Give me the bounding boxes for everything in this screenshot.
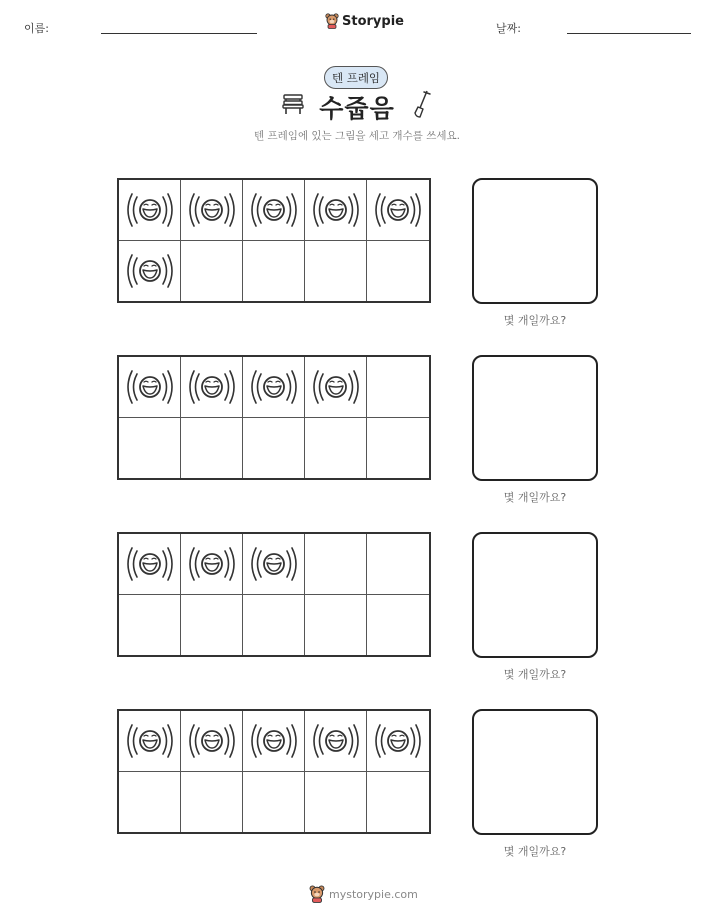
answer-prompt-4: 몇 개일까요?	[503, 845, 567, 858]
frame-cell	[181, 772, 243, 833]
frame-cell	[119, 241, 181, 302]
shy-face-icon	[127, 191, 173, 229]
frame-cell	[367, 772, 429, 833]
answer-box-3[interactable]	[472, 532, 598, 658]
frame-cell	[181, 711, 243, 772]
answer-prompt-3: 몇 개일까요?	[503, 668, 567, 681]
shy-face-icon	[251, 368, 297, 406]
shy-face-icon	[313, 722, 359, 760]
frame-cell	[305, 241, 367, 302]
shy-face-icon	[251, 191, 297, 229]
brand-name: Storypie	[342, 13, 404, 29]
date-label: 날짜:	[496, 22, 521, 35]
shy-face-icon	[127, 252, 173, 290]
frame-cell	[243, 241, 305, 302]
frame-cell	[181, 595, 243, 656]
answer-box-4[interactable]	[472, 709, 598, 835]
frame-cell	[367, 534, 429, 595]
topic-pill: 텐 프레임	[324, 66, 388, 89]
brand-logo	[325, 13, 404, 29]
name-line[interactable]	[101, 33, 257, 34]
ten-frame-4	[117, 709, 431, 834]
frame-cell	[119, 772, 181, 833]
shy-face-icon	[127, 368, 173, 406]
frame-cell	[305, 180, 367, 241]
frame-cell	[243, 595, 305, 656]
frame-cell	[305, 357, 367, 418]
name-label: 이름:	[24, 22, 49, 35]
shy-face-icon	[189, 368, 235, 406]
frame-cell	[181, 534, 243, 595]
frame-cell	[367, 357, 429, 418]
shy-face-icon	[251, 722, 297, 760]
frame-cell	[367, 595, 429, 656]
frame-cell	[243, 772, 305, 833]
frame-cell	[243, 534, 305, 595]
shy-face-icon	[127, 722, 173, 760]
frame-cell	[367, 180, 429, 241]
shy-face-icon	[313, 368, 359, 406]
answer-prompt-2: 몇 개일까요?	[503, 491, 567, 504]
bear-mascot-icon	[325, 13, 339, 29]
frame-cell	[119, 534, 181, 595]
frame-cell	[305, 595, 367, 656]
bear-mascot-icon	[309, 885, 325, 903]
frame-cell	[243, 418, 305, 479]
frame-cell	[305, 534, 367, 595]
frame-cell	[367, 418, 429, 479]
frame-cell	[367, 241, 429, 302]
frame-cell	[181, 418, 243, 479]
shy-face-icon	[375, 191, 421, 229]
page-title: 수줍음	[319, 94, 395, 123]
ten-frame-1	[117, 178, 431, 303]
frame-cell	[243, 357, 305, 418]
shy-face-icon	[189, 722, 235, 760]
frame-cell	[367, 711, 429, 772]
shy-face-icon	[127, 545, 173, 583]
footer-url: mystorypie.com	[329, 887, 418, 901]
frame-cell	[181, 180, 243, 241]
instructions: 텐 프레임에 있는 그림을 세고 개수를 쓰세요.	[254, 130, 460, 142]
frame-cell	[181, 241, 243, 302]
shy-face-icon	[251, 545, 297, 583]
frame-cell	[119, 595, 181, 656]
answer-prompt-1: 몇 개일까요?	[503, 314, 567, 327]
date-line[interactable]	[567, 33, 691, 34]
shy-face-icon	[189, 545, 235, 583]
frame-cell	[119, 357, 181, 418]
frame-cell	[243, 180, 305, 241]
answer-box-1[interactable]	[472, 178, 598, 304]
frame-cell	[119, 711, 181, 772]
shy-face-icon	[313, 191, 359, 229]
shy-face-icon	[375, 722, 421, 760]
shovel-icon	[412, 89, 432, 119]
frame-cell	[305, 772, 367, 833]
shy-face-icon	[189, 191, 235, 229]
frame-cell	[305, 418, 367, 479]
frame-cell	[119, 180, 181, 241]
footer	[309, 885, 418, 903]
frame-cell	[181, 357, 243, 418]
ten-frame-2	[117, 355, 431, 480]
frame-cell	[119, 418, 181, 479]
answer-box-2[interactable]	[472, 355, 598, 481]
ten-frame-3	[117, 532, 431, 657]
frame-cell	[305, 711, 367, 772]
frame-cell	[243, 711, 305, 772]
